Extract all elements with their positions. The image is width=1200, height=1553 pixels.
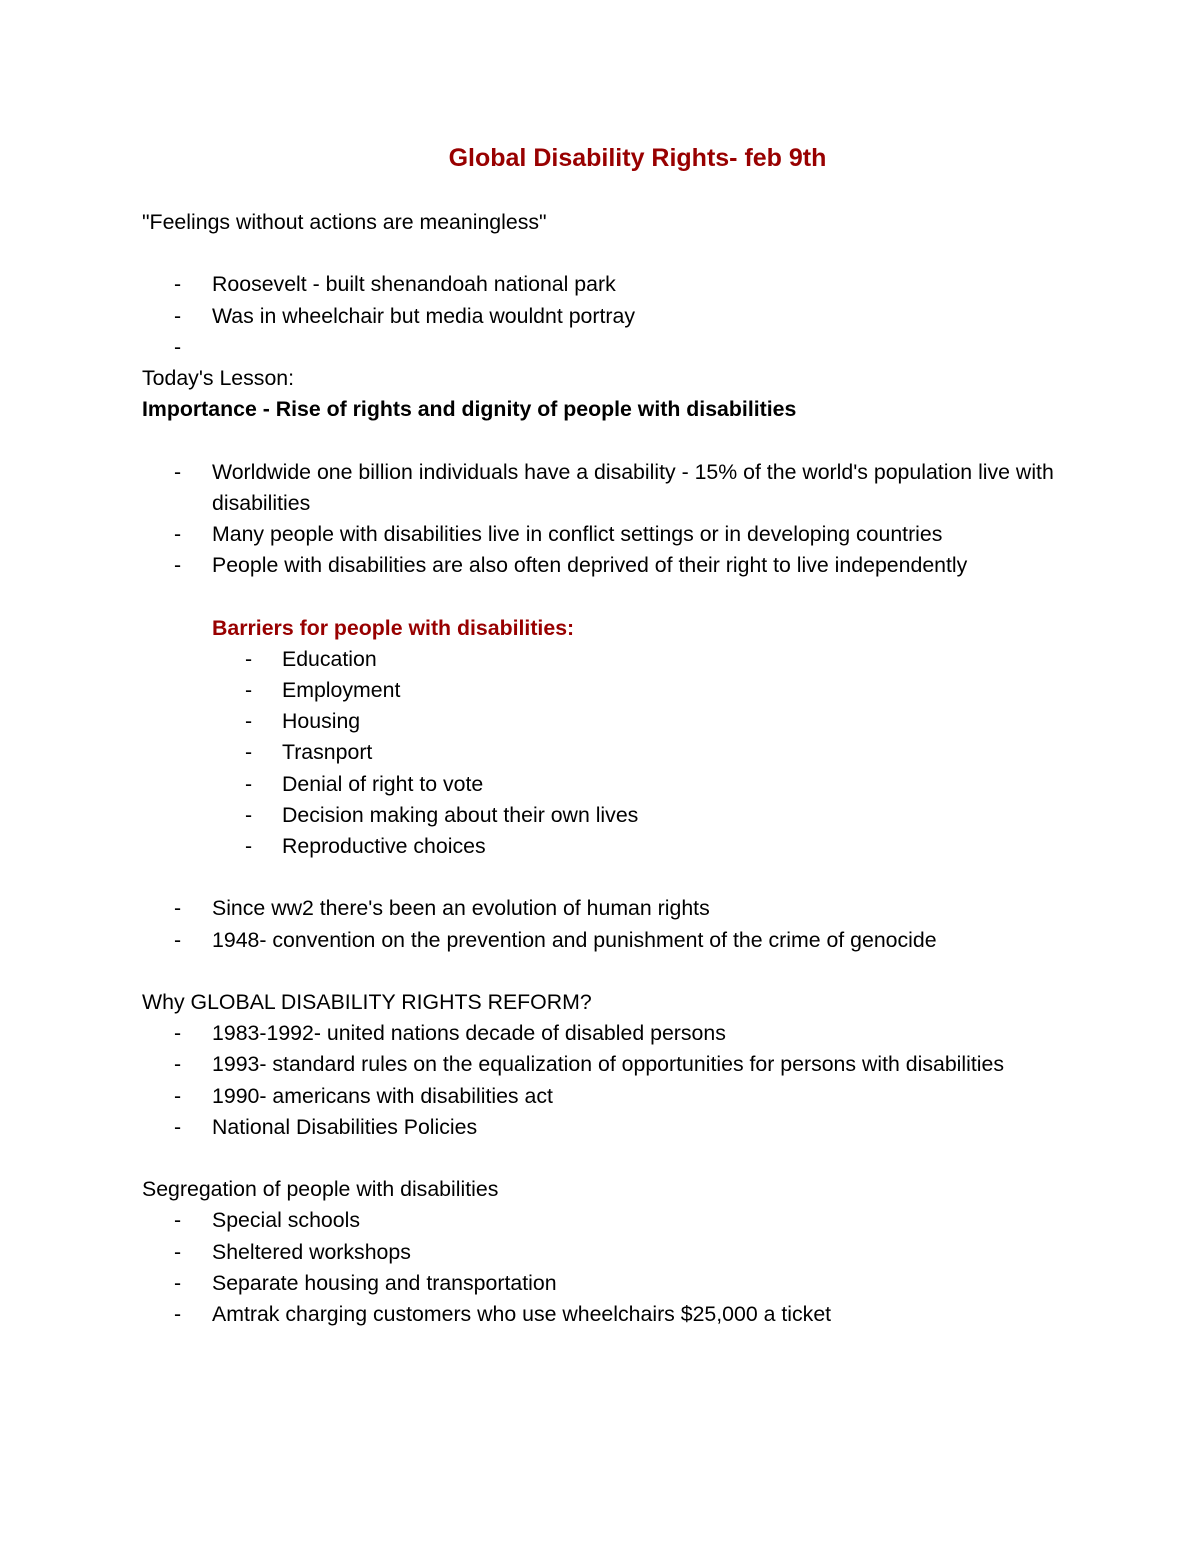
- dash-bullet: -: [174, 896, 182, 921]
- segregation-list: [142, 1205, 1072, 1330]
- list-item-text: Roosevelt - built shenandoah national park: [212, 272, 616, 297]
- intro-list: [142, 269, 1072, 363]
- reform-list: [142, 1018, 1072, 1143]
- dash-bullet: -: [245, 709, 253, 734]
- list-item-text: 1948- convention on the prevention and punishment of the crime of genocide: [212, 927, 937, 952]
- list-item-text: Decision making about their own lives: [282, 802, 639, 827]
- dash-bullet: -: [174, 334, 182, 359]
- dash-bullet: -: [174, 303, 182, 328]
- list-item-text: Was in wheelchair but media wouldnt portray: [212, 303, 635, 328]
- list-item: [142, 706, 1072, 737]
- list-item: [142, 893, 1072, 924]
- list-item: [142, 1112, 1072, 1143]
- list-item: [142, 925, 1072, 956]
- lesson-label: Today's Lesson:: [142, 365, 295, 390]
- list-item-text: Sheltered workshops: [212, 1239, 411, 1264]
- list-item-text: Reproductive choices: [282, 834, 486, 858]
- dash-bullet: -: [174, 927, 182, 952]
- list-item: [142, 550, 1072, 581]
- list-item-text: Education: [282, 646, 377, 671]
- dash-bullet: -: [174, 1083, 182, 1108]
- list-item: [142, 269, 1072, 300]
- dash-bullet: -: [174, 1239, 182, 1264]
- list-item-text: 1990- americans with disabilities act: [212, 1083, 553, 1108]
- reform-heading: Why GLOBAL DISABILITY RIGHTS REFORM?: [142, 989, 592, 1014]
- quote-line: "Feelings without actions are meaningless": [142, 210, 547, 234]
- dash-bullet: -: [245, 771, 253, 796]
- list-item-text: Special schools: [212, 1208, 360, 1233]
- history-list: [142, 893, 1072, 955]
- list-item: [142, 1018, 1072, 1049]
- list-item-text: People with disabilities are also often deprived of their right to live independently: [212, 553, 968, 578]
- dash-bullet: -: [245, 677, 253, 702]
- dash-bullet: -: [245, 802, 253, 827]
- dash-bullet: -: [174, 1270, 182, 1295]
- list-item: [142, 1205, 1072, 1236]
- importance-list: [142, 457, 1072, 582]
- barriers-heading: Barriers for people with disabilities:: [212, 615, 575, 640]
- list-item-text: National Disabilities Policies: [212, 1114, 478, 1139]
- list-item: [142, 737, 1072, 768]
- list-item: [142, 644, 1072, 675]
- spacer: [142, 425, 1072, 456]
- list-item-text: 1983-1992- united nations decade of disabled persons: [212, 1021, 726, 1046]
- spacer: [142, 1143, 1072, 1174]
- list-item: [142, 800, 1072, 831]
- dash-bullet: -: [174, 1302, 182, 1326]
- importance-heading: Importance - Rise of rights and dignity of people with disabilities: [142, 397, 797, 422]
- dash-bullet: -: [174, 1021, 182, 1046]
- list-item-text: Denial of right to vote: [282, 771, 484, 796]
- list-item-text: 1993- standard rules on the equalization of opportunities for persons with disabilities: [212, 1052, 1005, 1077]
- segregation-heading: Segregation of people with disabilities: [142, 1177, 499, 1202]
- list-item: [142, 1299, 1072, 1330]
- dash-bullet: -: [245, 646, 253, 671]
- spacer: [142, 956, 1072, 987]
- list-item: [142, 301, 1072, 332]
- spacer: [142, 238, 1072, 269]
- list-item-text: Amtrak charging customers who use wheelchairs $25,000 a ticket: [212, 1302, 832, 1326]
- list-item: [142, 457, 1072, 519]
- list-item: [142, 831, 1072, 862]
- barriers-list: [142, 644, 1072, 862]
- list-item: [142, 1237, 1072, 1268]
- list-item: [142, 1049, 1072, 1080]
- dash-bullet: -: [174, 459, 182, 484]
- list-item: [142, 675, 1072, 706]
- dash-bullet: -: [245, 740, 253, 765]
- document-body: [142, 207, 1072, 1330]
- list-item-text: Separate housing and transportation: [212, 1270, 557, 1295]
- dash-bullet: -: [174, 521, 182, 546]
- spacer: [142, 581, 1072, 612]
- dash-bullet: -: [174, 553, 182, 578]
- dash-bullet: -: [174, 1114, 182, 1139]
- list-item: [142, 1081, 1072, 1112]
- list-item-text: Since ww2 there's been an evolution of human rights: [212, 896, 710, 921]
- spacer: [142, 862, 1072, 893]
- list-item-text: Worldwide one billion individuals have a disability - 15% of the world's population live with disabilities: [212, 459, 1054, 515]
- dash-bullet: -: [174, 1208, 182, 1233]
- list-item-text: Housing: [282, 709, 361, 734]
- list-item-text: Employment: [282, 677, 401, 702]
- list-item: [142, 769, 1072, 800]
- list-item-text: Trasnport: [282, 740, 373, 765]
- list-item: [142, 332, 1072, 363]
- dash-bullet: -: [245, 834, 253, 858]
- document-title: Global Disability Rights- feb 9th: [448, 144, 827, 172]
- dash-bullet: -: [174, 1052, 182, 1077]
- list-item: [142, 1268, 1072, 1299]
- list-item: [142, 519, 1072, 550]
- list-item-text: Many people with disabilities live in conflict settings or in developing countries: [212, 521, 943, 546]
- dash-bullet: -: [174, 272, 182, 297]
